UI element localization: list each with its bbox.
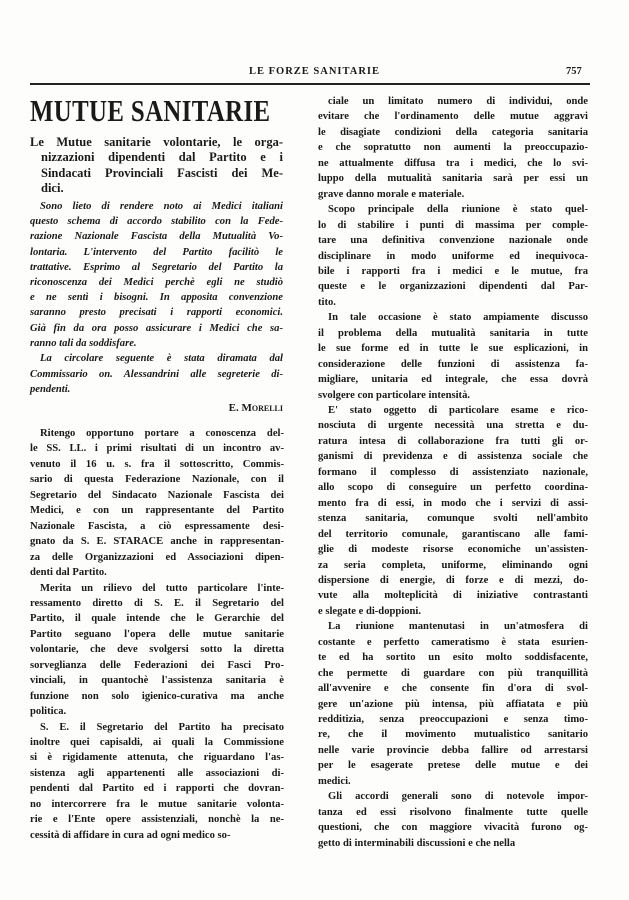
text-line: venuto il 16 u. s. fra il sottoscritto, Commis- <box>30 458 284 470</box>
text-line: Gli accordi generali sono di notevole impor- <box>328 791 588 803</box>
text-line: ranno tali da soddisfare. <box>30 337 137 349</box>
subtitle-line: dici. <box>41 180 64 195</box>
text-line: S. E. il Segretario del Partito ha precisato <box>40 721 284 733</box>
text-line: pendenti. <box>30 384 71 395</box>
text-line: per le esagerate pretese delle mutue e dei <box>318 760 588 772</box>
text-line: tanza ed essi risolvono finalmente tutte quelle <box>318 806 588 818</box>
text-line: mento fra di essi, in modo che i servizi di assi- <box>318 497 588 509</box>
text-line: inoltre quei capisaldi, ai quali la Commissione <box>30 737 284 748</box>
text-line: La riunione mantenutasi in un'atmosfera di <box>328 621 588 633</box>
text-line: costante e perfetto cameratismo è stata esurien- <box>318 636 588 648</box>
text-line: Ritengo opportuno portare a conoscenza del- <box>40 428 284 439</box>
text-line: razione Nazionale Fascista della Mutualità Vo- <box>30 231 283 243</box>
text-line: riconoscenza dei Medici perchè egli ne studiò <box>30 277 283 288</box>
text-line: trattative. Esprimo al Segretario del Partito la <box>30 261 283 273</box>
text-line: tito. <box>318 296 336 308</box>
subtitle-line: Sindacati Provinciali Fascisti dei Me- <box>41 165 283 180</box>
text-line: sorveglianza delle Federazioni dei Fasci Pro- <box>30 659 284 671</box>
subtitle-line: nizzazioni dipendenti dal Partito e i <box>41 150 283 165</box>
text-line: vinciali, in quantochè l'assistenza sanitaria è <box>30 675 284 687</box>
text-line: si è rigidamente attenuta, che riguardano l'as- <box>30 752 284 764</box>
text-line: Commissario on. Alessandrini alle segreterie di- <box>30 368 283 380</box>
text-line: lontaria. L'intervento del Partito facilitò le <box>30 246 283 258</box>
text-line: Partito seguano l'opera delle mutue sanitarie <box>30 628 284 640</box>
text-line: all'avvenire e che consente fin d'ora di svol- <box>318 683 588 695</box>
text-line: za delle Organizzazioni ed Associazioni dipen- <box>30 551 284 563</box>
running-title: LE FORZE SANITARIE <box>249 66 380 77</box>
text-line: E' stato oggetto di particolare esame e rico- <box>328 405 588 416</box>
text-line: Già fin da ora posso assicurare i Medici che sa- <box>30 322 283 334</box>
text-line: Partito, il quale intende che le Gerarchie del <box>30 613 284 625</box>
text-line: volontarie, che deve svolgersi sotto la diretta <box>30 644 284 656</box>
text-line: questo schema di accordo stabilito con la Fede- <box>30 216 283 228</box>
text-line: del territorio comunale, garantiscano alle fami- <box>318 528 588 540</box>
text-line: za seria completa, uniforme, eliminando ogni <box>318 559 588 571</box>
text-line: le SS. LL. i primi risultati di un incontro av- <box>30 443 284 455</box>
text-line: svolgere con particolare intensità. <box>318 389 471 401</box>
text-line: medici. <box>318 775 351 787</box>
text-line: allo scopo di conseguire un perfetto coordina- <box>318 482 588 494</box>
text-line: e slegate e di-doppioni. <box>318 605 421 617</box>
text-line: sistenza agli appartenenti alle associazioni di- <box>30 767 284 779</box>
text-line: ratura intesa di collaborazione fra tutti gli or- <box>318 435 588 447</box>
text-line: cessità di affidare in cura ad ogni medico so- <box>30 829 231 841</box>
text-line: migliare, unitaria ed integrale, che essa dovrà <box>318 374 588 386</box>
text-line: formano il complesso di assistenziato nazionale, <box>318 466 588 478</box>
text-line: Merita un rilievo del tutto particolare l'inte- <box>40 582 284 594</box>
article-title: MUTUE SANITARIE <box>30 93 271 128</box>
text-line: considerazione delle funzioni di assistenza fa- <box>318 358 588 370</box>
text-line: politica. <box>30 706 67 718</box>
text-line: queste e le organizzazioni dipendenti dal Par- <box>318 281 588 293</box>
text-line: nelle varie provincie debba fallire od arrestarsi <box>318 744 588 756</box>
text-line: Medici, e con un rappresentante del Partito <box>30 505 284 517</box>
text-line: Scopo principale della riunione è stato quel- <box>328 204 588 216</box>
text-line: ressamento diretto di S. E. il Segretario del <box>30 597 284 609</box>
text-line: ne attualmente diffusa tra i medici, che lo svi- <box>318 157 588 169</box>
signature: E. Morelli <box>228 402 283 414</box>
text-line: stenza sanitaria, comunque svolti nell'ambito <box>318 513 588 525</box>
text-line: ganismi di previdenza e di assistenza sociale che <box>318 451 588 463</box>
text-line: questioni, che con maggiore vivacità furono og- <box>318 822 588 834</box>
text-line: lo di stabilire i punti di massima per comple- <box>318 219 588 231</box>
text-line: gnato da S. E. STARACE anche in rappresentan- <box>30 536 284 548</box>
text-line: e che sopratutto non aumenti la preoccupazio- <box>318 142 588 154</box>
text-line: evitare che l'ordinamento delle mutue aggravi <box>318 111 588 123</box>
text-line: rie e l'Ente opere assistenziali, nonchè la ne- <box>30 814 284 826</box>
page-number: 757 <box>566 66 582 77</box>
text-line: gere un'azione più intensa, più affiatata e più <box>318 698 588 710</box>
text-line: re, che il movimento mutualistico sanitario <box>318 729 588 741</box>
text-line: luppo della mutualità sanitaria sarà per essi un <box>318 173 588 185</box>
header-rule <box>30 83 590 85</box>
text-line: La circolare seguente è stata diramata dal <box>40 353 283 364</box>
text-line: pendenti dal Partito ed i rapporti che dovran- <box>30 783 284 795</box>
text-line: dispersione di energie, di forze e di mezzi, do- <box>318 574 588 586</box>
text-line: te ed ha sortito un esito molto soddisfacente, <box>318 652 588 664</box>
text-line: getto di interminabili discussioni e che nella <box>318 837 516 849</box>
text-line: il problema della mutualità sanitaria in tutte <box>318 327 588 339</box>
text-line: saranno presto precisati i rapporti economici. <box>30 307 283 319</box>
text-line: che permette di guardare con più tranquillità <box>318 667 588 679</box>
text-line: ciale un limitato numero di individui, onde <box>328 96 588 107</box>
subtitle-line: Le Mutue sanitarie volontarie, le orga- <box>30 135 283 149</box>
text-line: In tale occasione è stato ampiamente discusso <box>328 312 588 324</box>
text-line: grave danno morale e materiale. <box>318 188 465 200</box>
text-line: sario di questa Federazione Nazionale, con il <box>30 474 284 486</box>
text-line: denti dal Partito. <box>30 567 107 579</box>
text-line: le disagiate condizioni della categoria sanitaria <box>318 126 588 138</box>
text-line: Segretario del Sindacato Nazionale Fascista dei <box>30 489 284 501</box>
text-line: bile i rapporti fra i medici e le mutue, fra <box>318 265 588 277</box>
text-line: disciplinare in modo uniforme ed inequivoca- <box>318 250 588 262</box>
text-line: Sono lieto di rendere noto ai Medici italiani <box>40 201 283 212</box>
text-line: nosciuta di urgente necessità una stretta e du- <box>318 420 588 432</box>
text-line: no intercorrere fra le mutue sanitarie volonta- <box>30 798 284 810</box>
text-line: le sue forme ed in tutte le sue esplicazioni, in <box>318 343 588 355</box>
text-line: Nazionale Fascista, a ciò espressamente desi- <box>30 520 284 532</box>
text-line: redditizia, senza preoccupazioni e senza timo- <box>318 714 588 725</box>
text-line: vute alla molteplicità di iniziative contrastanti <box>318 590 588 602</box>
text-line: e ne sentì i bisogni. In apposita convenzione <box>30 292 283 304</box>
text-line: glie di modeste risorse economiche un'assisten- <box>318 544 588 556</box>
text-line: funzione non solo igienico-curativa ma anche <box>30 690 284 702</box>
text-line: tare una definitiva convenzione nazionale onde <box>318 235 588 247</box>
